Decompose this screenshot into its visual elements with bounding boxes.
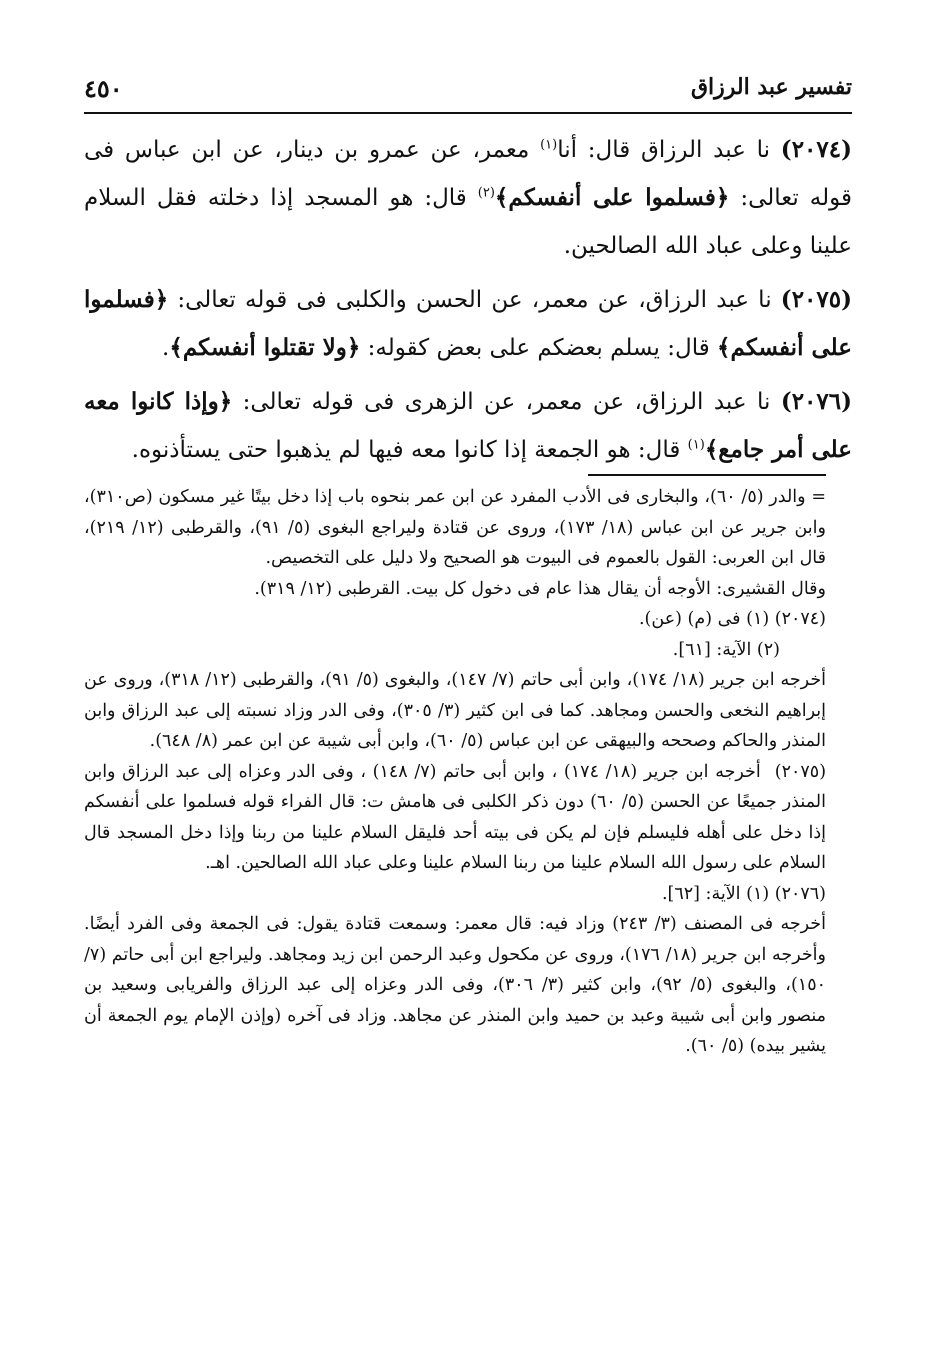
quran-quote: ﴿فسلموا على أنفسكم﴾ xyxy=(84,286,852,361)
footnote-separator xyxy=(588,474,826,476)
entry-text: قال: هو المسجد إذا دخلته فقل السلام علينا وعلى عباد الله الصالحين. xyxy=(84,185,852,259)
footnote: (٢) الآية: [٦١]. xyxy=(672,639,780,660)
main-text xyxy=(84,126,852,480)
footnote: (٢٠٧٦) (١) الآية: [٦٢]. xyxy=(661,883,826,904)
footnote: = والدر (٥/ ٦٠)، والبخارى فى الأدب المفرد عن ابن عمر بنحوه باب إذا دخل بيتًا غير مسكون (ص٣١٠)، وابن جرير عن ابن عباس (١٨/ ١٧٣)، وروى عن قتادة وليراجع البغوى (٥/ ٩١)، والقرطبى (١٢/ ٢١٩)، قال ابن العربى: القول بالعموم فى البيوت هو الصحيح ولا دليل على التخصيص. xyxy=(84,487,826,568)
page-number: ٤٥٠ xyxy=(84,74,123,103)
footnote: (٢٠٧٤) (١) فى (م) (عن). xyxy=(638,609,826,629)
entry-2075 xyxy=(84,276,852,372)
entry-text: معمر، عن عمرو بن دينار، عن ابن عباس فى قوله تعالى: xyxy=(84,137,852,211)
entry-text: قال: يسلم بعضكم على بعض كقوله: xyxy=(360,335,718,361)
page-header xyxy=(84,66,852,114)
footnote-ref: (١) xyxy=(687,437,705,453)
entry-number: (٢٠٧٥) xyxy=(780,286,852,313)
footnote: أخرجه ابن جرير (١٨/ ١٧٤)، وابن أبى حاتم (٧/ ١٤٧)، والبغوى (٥/ ٩١)، والقرطبى (١٢/ ٣١٨)، وروى عن إبراهيم النخعى والحسن ومجاهد. كما فى ابن كثير (٣/ ٣٠٥)، وفى الدر وزاد نسبته إلى عبد الرزاق وابن المنذر والحاكم وصححه والبيهقى عن ابن عباس (٥/ ٦٠)، وابن أبى شيبة عن ابن عمر (٨/ ٦٤٨). xyxy=(84,670,827,751)
footnote-ref: (١) xyxy=(540,137,558,153)
entry-text: نا عبد الرزاق، عن معمر، عن الحسن والكلبى فى قوله تعالى: xyxy=(168,287,781,313)
entry-text: قال: هو الجمعة إذا كانوا معه فيها لم يذهبوا حتى يستأذنوه. xyxy=(131,437,688,463)
entry-2074 xyxy=(84,126,852,270)
footnote: وقال القشيرى: الأوجه أن يقال هذا عام فى دخول كل بيت. القرطبى (١٢/ ٣١٩). xyxy=(254,578,826,599)
entry-text: . xyxy=(162,335,170,361)
footnote xyxy=(84,757,826,879)
entry-2076 xyxy=(84,378,852,474)
entry-number: (٢٠٧٦) xyxy=(780,388,853,415)
quran-quote: ﴿وإذا كانوا معه على أمر جامع﴾ xyxy=(84,388,852,463)
footnote-ref: (٢) xyxy=(477,185,495,201)
footnote: أخرجه فى المصنف (٣/ ٢٤٣) وزاد فيه: قال معمر: وسمعت قتادة يقول: فى الجمعة وفى الفرد أيضًا. وأخرجه ابن جرير (١٨/ ١٧٦)، وروى عن مكحول وعبد الرحمن ابن زيد ومجاهد. وليراجع ابن أبى حاتم (٧/ ١٥٠)، والبغوى (٥/ ٩٢)، وابن كثير (٣/ ٣٠٦)، وفى الدر وعزاه إلى عبد الرزاق والفريابى وسعيد بن منصور وابن أبى شيبة وعبد بن حميد وابن المنذر عن مجاهد. وزاد فى آخره (وإذن الإمام يوم الجمعة أن يشير بيده) (٥/ ٦٠). xyxy=(84,914,826,1056)
entry-text: نا عبد الرزاق قال: أنا xyxy=(557,137,781,163)
quran-quote: ﴿فسلموا على أنفسكم﴾ xyxy=(494,184,730,211)
quran-quote: ﴿ولا تقتلوا أنفسكم﴾ xyxy=(169,334,361,361)
entry-number: (٢٠٧٤) xyxy=(780,136,852,163)
footnote-text: أخرجه ابن جرير (١٨/ ١٧٤) ، وابن أبى حاتم (٧/ ١٤٨) ، وفى الدر وعزاه إلى عبد الرزاق وابن المنذر جميعًا عن الحسن (٥/ ٦٠) دون ذكر الكلبى فى هامش ت: قال الفراء قوله فسلموا على أنفسكم إذا دخل على أهله فليسلم فإن لم يكن فى بيته أحد فليقل السلام علينا من ربنا وإذا دخل المسجد قال السلام على رسول الله السلام علينا من ربنا السلام علينا وعلى عباد الله الصالحين. اهـ. xyxy=(84,761,826,873)
footnote-number: (٢٠٧٥) xyxy=(774,761,827,782)
running-title: تفسير عبد الرزاق xyxy=(690,74,852,100)
entry-text: نا عبد الرزاق، عن معمر، عن الزهرى فى قوله تعالى: xyxy=(232,389,781,415)
footnotes xyxy=(84,482,826,1062)
